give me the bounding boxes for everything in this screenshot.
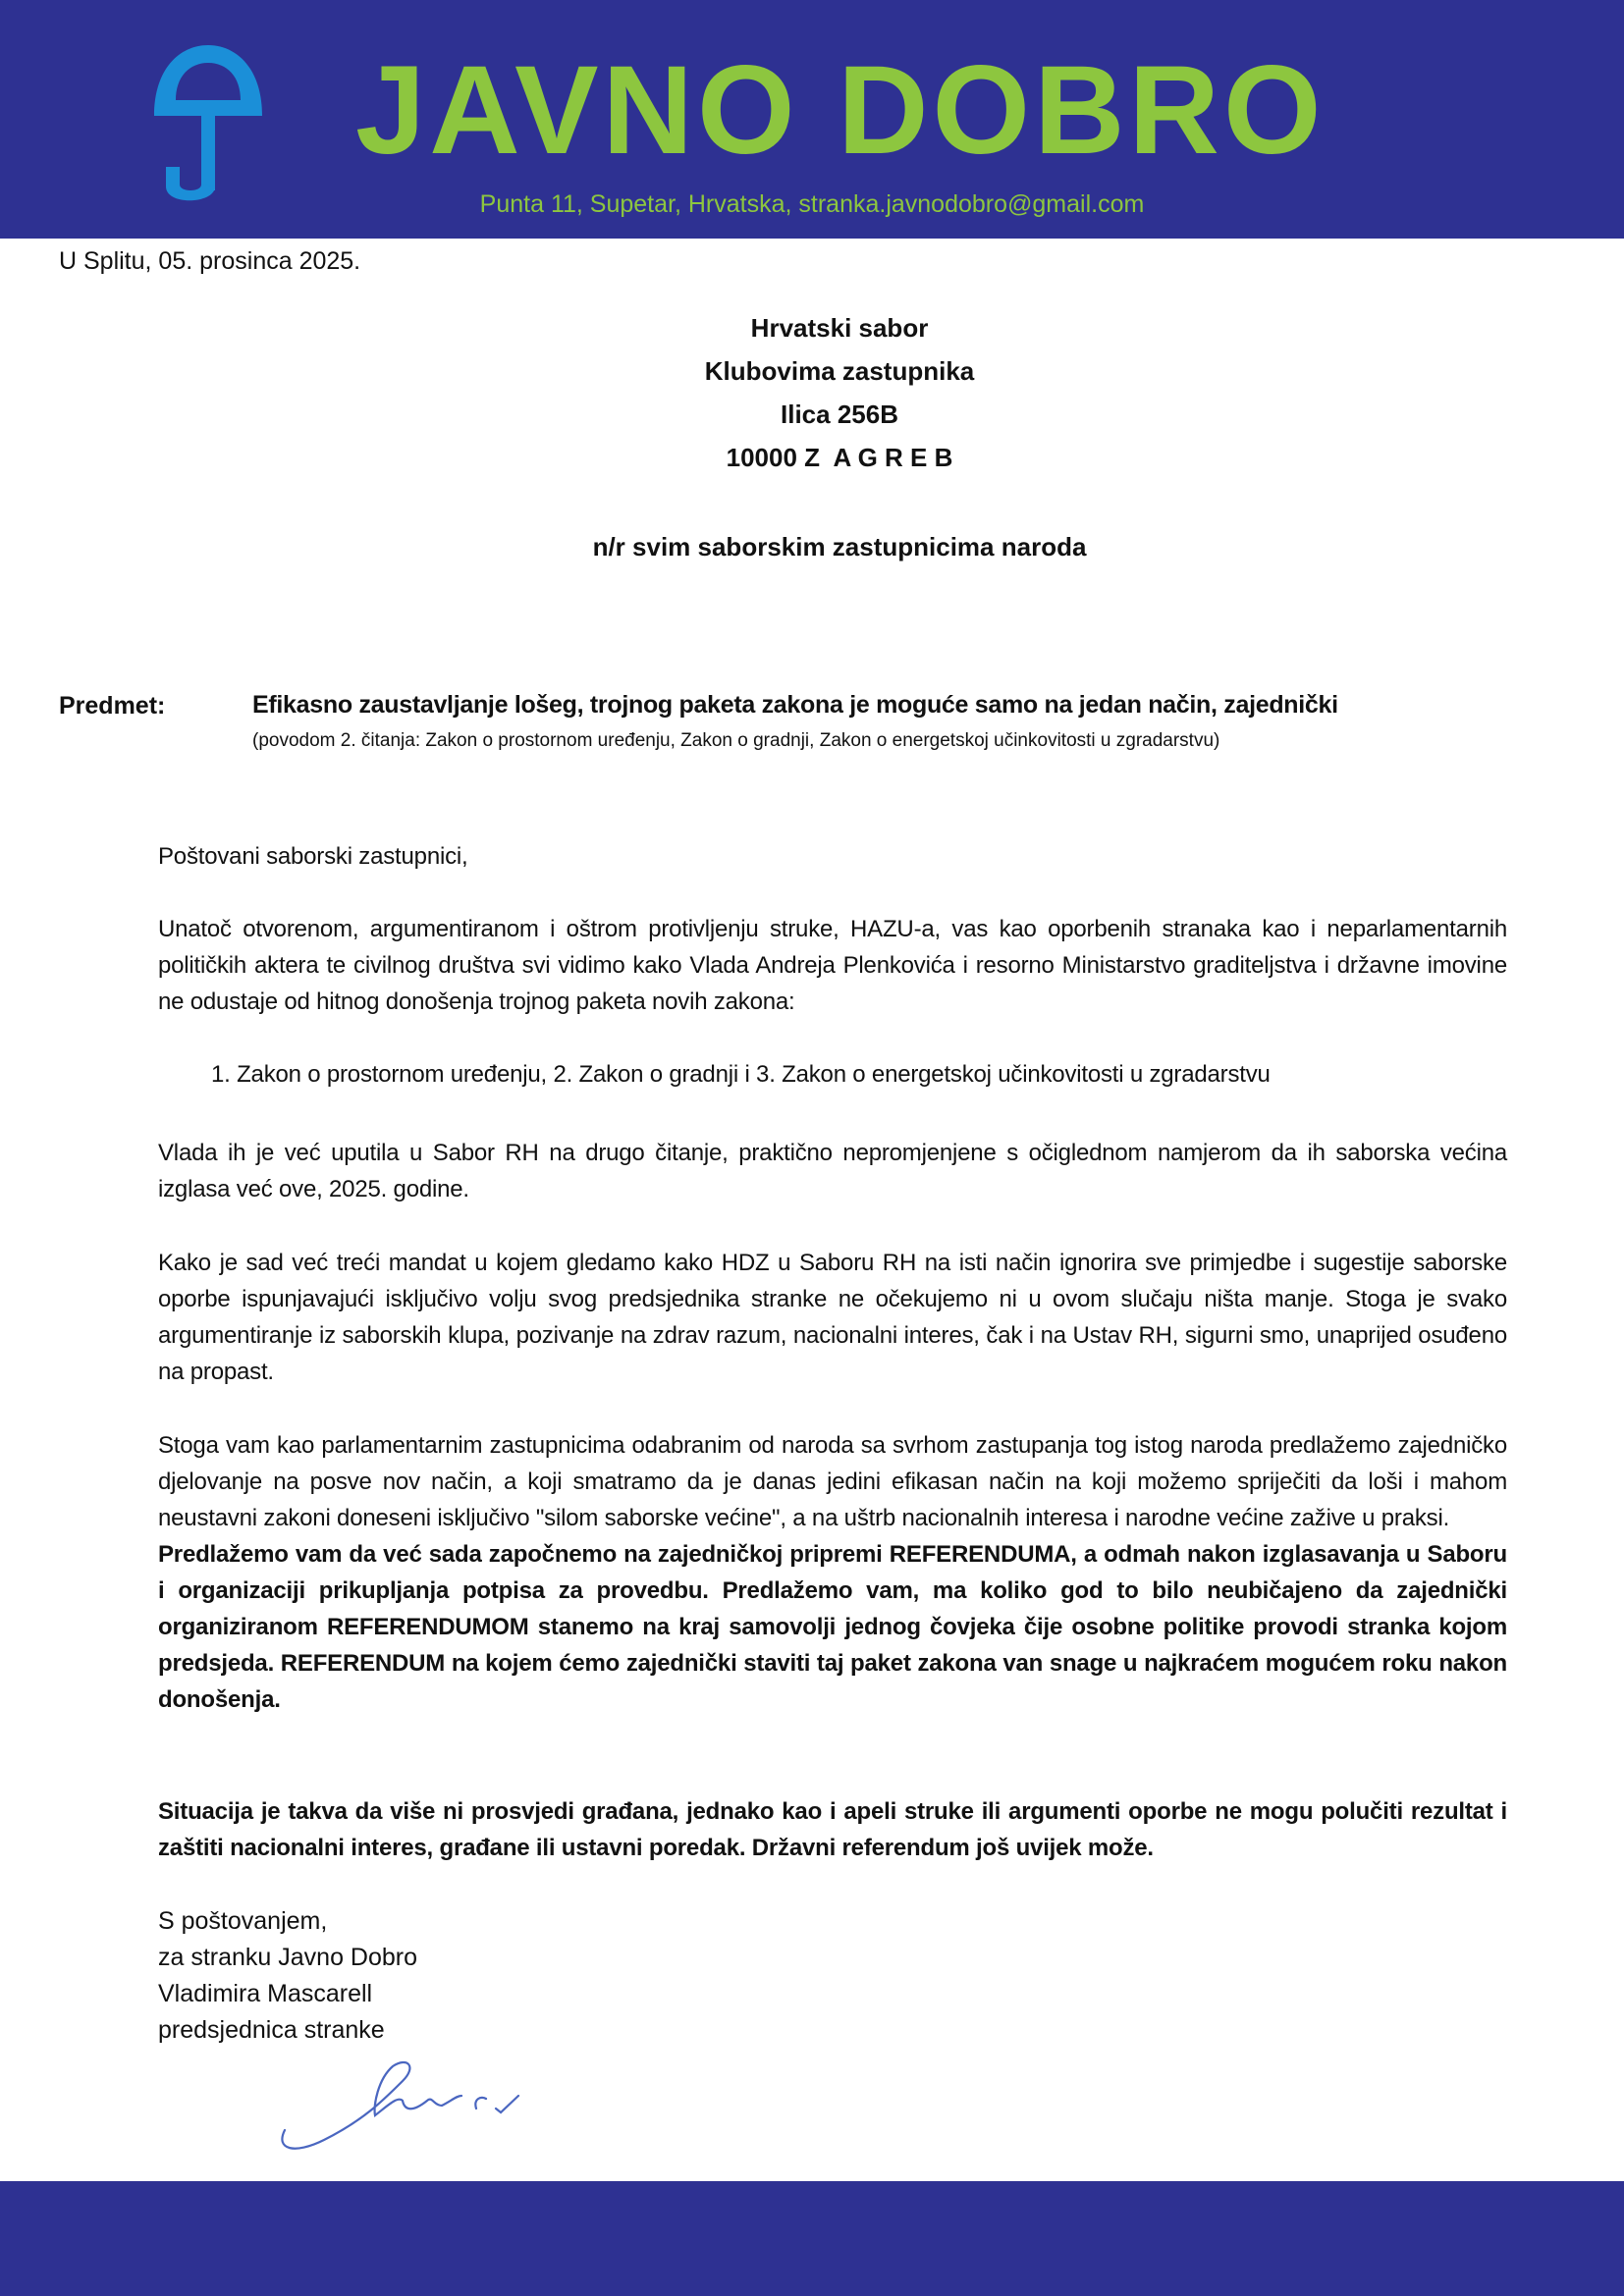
paragraph: Unatoč otvorenom, argumentiranom i oštrom protivljenju struke, HAZU-a, vas kao oporbenih stranaka kao i neparlamentarnih političkih aktera te civilnog društva svi vidimo kako Vlada Andreja Plenkovića i resorno Ministarstvo graditeljstva i državne imovine ne odustaje od hitnog donošenja trojnog paketa novih zakona: bbox=[158, 916, 1507, 1015]
subject-title: Efikasno zaustavljanje lošeg, trojnog paketa zakona je moguće samo na jedan način, zajednički bbox=[252, 691, 1338, 719]
paragraph: Vlada ih je već uputila u Sabor RH na drugo čitanje, praktično nepromjenjene s očiglednom namjerom da ih saborska većina izglasa već ove, 2025. godine. bbox=[158, 1140, 1507, 1202]
paragraph: Stoga vam kao parlamentarnim zastupnicima odabranim od naroda sa svrhom zastupanja tog istog naroda predlažemo zajedničko djelovanje na posve nov način, a koji smatramo da je danas jedini efikasan način na koji možemo spriječiti da loši i mahom neustavni zakoni doneseni isključivo "silom saborske većine", a na uštrb nacionalnih interesa i narodne većine zažive u praksi. bbox=[158, 1432, 1507, 1531]
recipient-address bbox=[0, 306, 1624, 479]
paragraph-bold: Predlažemo vam da već sada započnemo na zajedničkoj pripremi REFERENDUMA, a odmah nakon izglasavanja u Saboru i organizaciji prikupljanja potpisa za provedbu. Predlažemo vam, ma koliko god to bilo neubičajeno da zajednički organiziranom REFERENDUMOM stanemo na kraj samovolji jednog čovjeka čije osobne politike provodi stranka kojom predsjeda. REFERENDUM na kojem ćemo zajednički staviti taj paket zakona van snage u najkraćem mogućem roku nakon donošenja. bbox=[158, 1541, 1507, 1713]
paragraph-group bbox=[158, 1427, 1507, 1718]
closing-block bbox=[158, 1903, 417, 2049]
umbrella-icon bbox=[142, 39, 275, 206]
recipient-line: Hrvatski sabor bbox=[750, 313, 929, 343]
closing-line: S poštovanjem, bbox=[158, 1907, 328, 1935]
list-item: 1. Zakon o prostornom uređenju, 2. Zakon o gradnji i 3. Zakon o energetskoj učinkovitosti u zgradarstvu bbox=[211, 1061, 1271, 1088]
recipient-line: Klubovima zastupnika bbox=[704, 356, 975, 386]
paragraph: Kako je sad već treći mandat u kojem gledamo kako HDZ u Saboru RH na isti način ignorira sve primjedbe i sugestije saborske oporbe ispunjavajući isključivo volju svog predsjednika stranke ne očekujemo ni u ovom slučaju ništa manje. Stoga je svako argumentiranje iz saborskih klupa, pozivanje na zdrav razum, nacionalni interes, čak i na Ustav RH, sigurni smo, unaprijed osuđeno na propast. bbox=[158, 1250, 1507, 1385]
footer-band bbox=[0, 2181, 1624, 2296]
paragraph-bold: Situacija je takva da više ni prosvjedi građana, jednako kao i apeli struke ili argumenti oporbe ne mogu polučiti rezultat i zaštiti nacionalni interes, građane ili ustavni poredak. Državni referendum još uvijek može. bbox=[158, 1798, 1507, 1861]
subject-note: (povodom 2. čitanja: Zakon o prostornom uređenju, Zakon o gradnji, Zakon o energetskoj učinkovitosti u zgradarstvu) bbox=[252, 730, 1220, 751]
letter-date: U Splitu, 05. prosinca 2025. bbox=[59, 247, 361, 275]
letterhead bbox=[0, 0, 1624, 239]
salutation: Poštovani saborski zastupnici, bbox=[158, 843, 468, 870]
subject-label: Predmet: bbox=[59, 692, 166, 720]
signatory-name: Vladimira Mascarell bbox=[158, 1980, 373, 2007]
recipient-line: Ilica 256B bbox=[781, 400, 898, 429]
handwritten-signature bbox=[265, 2052, 599, 2160]
brand-name: JAVNO DOBRO bbox=[355, 40, 1326, 181]
closing-line: za stranku Javno Dobro bbox=[158, 1944, 418, 1971]
recipient-line: 10000 Z A G R E B bbox=[726, 443, 953, 472]
contact-info: Punta 11, Supetar, Hrvatska, stranka.javnodobro@gmail.com bbox=[479, 190, 1145, 218]
signatory-title: predsjednica stranke bbox=[158, 2016, 385, 2044]
attention-line: n/r svim saborskim zastupnicima naroda bbox=[592, 532, 1087, 561]
